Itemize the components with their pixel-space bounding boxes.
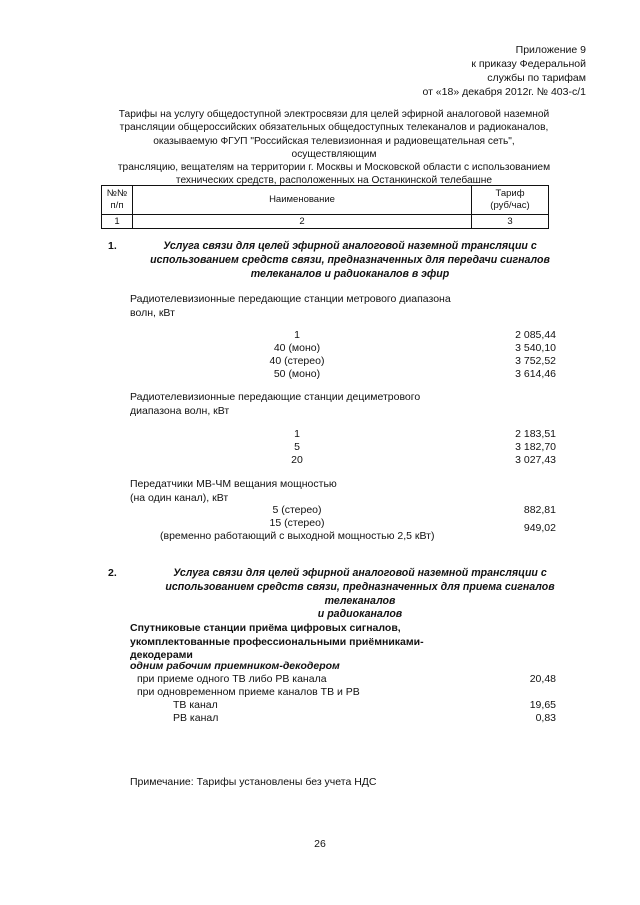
label-line: Спутниковые станции приёма цифровых сигналов, — [130, 622, 401, 634]
label-line: (на один канал), кВт — [130, 491, 229, 504]
row-value: 3 540,10 — [515, 342, 556, 354]
heading-line: использованием средств связи, предназначенных для приема сигналов телеканалов — [165, 580, 555, 607]
row-caption: 20 — [291, 454, 303, 466]
row-value: 3 027,43 — [515, 454, 556, 466]
row-note: (временно работающий с выходной мощностью 2,5 кВт) — [160, 530, 435, 542]
header-cell-tariff — [472, 186, 549, 215]
row-caption: при одновременном приеме каналов ТВ и РВ — [137, 686, 360, 698]
row-caption: 1 — [294, 428, 300, 440]
appendix-line: к приказу Федеральной — [471, 57, 586, 70]
row-value: 949,02 — [523, 522, 556, 534]
appendix-reference — [380, 44, 586, 99]
row-caption: ТВ канал — [173, 699, 218, 711]
label-line: Радиотелевизионные передающие станции метрового диапазона — [130, 293, 451, 305]
label-line: диапазона волн, кВт — [130, 404, 230, 417]
row-caption: 40 (моно) — [273, 342, 321, 354]
tariff-header-table — [101, 185, 549, 229]
column-number: 2 — [133, 215, 472, 229]
label-line: волн, кВт — [130, 306, 175, 319]
group3-label — [130, 478, 490, 505]
title-line: технических средств, расположенных на Останкинской телебашне — [175, 175, 493, 187]
appendix-line: от «18» декабря 2012г. № 403-с/1 — [422, 85, 586, 98]
header-text: №№ — [106, 187, 128, 199]
row-value: 3 752,52 — [515, 355, 556, 367]
heading-line: использованием средств связи, предназначенных для передачи сигналов — [150, 253, 550, 266]
row-value: 3 614,46 — [515, 368, 556, 380]
row-value: 0,83 — [535, 712, 556, 724]
heading-line: Услуга связи для целей эфирной аналоговой наземной трансляции с — [163, 240, 537, 252]
section2-sublabel: одним рабочим приемником-декодером — [130, 660, 340, 672]
row-caption: 40 (стерео) — [269, 355, 325, 367]
group1-label — [130, 293, 490, 320]
section2-number: 2. — [108, 567, 117, 579]
row-caption: 1 — [294, 329, 300, 341]
title-line: трансляции общероссийских обязательных общедоступных телеканалов и радиоканалов, — [119, 122, 549, 134]
column-number: 3 — [472, 215, 549, 229]
heading-line: и радиоканалов — [317, 608, 403, 621]
row-caption: 15 (стерео) — [269, 517, 325, 529]
label-line: Передатчики МВ-ЧМ вещания мощностью — [130, 478, 337, 490]
footnote: Примечание: Тарифы установлены без учета НДС — [130, 776, 377, 788]
row-caption: 5 — [294, 441, 300, 453]
appendix-line: Приложение 9 — [515, 44, 586, 56]
row-value: 20,48 — [529, 673, 556, 685]
title-line: трансляцию, вещателям на территории г. Москвы и Московской области с использованием — [117, 162, 551, 173]
heading-line: Услуга связи для целей эфирной аналоговой наземной трансляции с — [173, 567, 547, 579]
label-line: Радиотелевизионные передающие станции дециметрового — [130, 391, 421, 403]
document-title — [110, 108, 558, 188]
row-value: 3 182,70 — [515, 441, 556, 453]
header-text: Тариф — [495, 187, 525, 199]
heading-line: телеканалов и радиоканалов в эфир — [250, 267, 450, 280]
row-value: 2 085,44 — [515, 329, 556, 341]
table-numbering-row — [102, 215, 549, 229]
row-value: 2 183,51 — [515, 428, 556, 440]
row-caption: 50 (моно) — [273, 368, 321, 380]
header-text: п/п — [110, 200, 124, 211]
table-header-row — [102, 186, 549, 215]
group2-label — [130, 391, 490, 418]
section1-heading — [140, 240, 560, 281]
title-line: оказываемую ФГУП "Российская телевизионная и радиовещательная сеть", осуществляющим — [153, 135, 515, 160]
header-cell-name: Наименование — [133, 186, 472, 215]
column-number: 1 — [102, 215, 133, 229]
label-line: укомплектованные профессиональными приёмниками- — [130, 635, 424, 648]
title-line: Тарифы на услугу общедоступной электросвязи для целей эфирной аналоговой наземной — [118, 109, 550, 120]
section2-heading — [140, 567, 580, 622]
row-value: 19,65 — [529, 699, 556, 711]
section1-number: 1. — [108, 240, 117, 252]
row-caption: при приеме одного ТВ либо РВ канала — [137, 673, 327, 685]
row-caption: 5 (стерео) — [272, 504, 322, 516]
page-number: 26 — [314, 838, 326, 850]
section2-label — [130, 622, 460, 663]
label-line: декодерами — [130, 649, 193, 662]
header-text: (руб/час) — [490, 200, 530, 211]
header-cell-number — [102, 186, 133, 215]
row-caption: РВ канал — [173, 712, 219, 724]
appendix-line: службы по тарифам — [487, 71, 586, 84]
row-value: 882,81 — [523, 504, 556, 516]
